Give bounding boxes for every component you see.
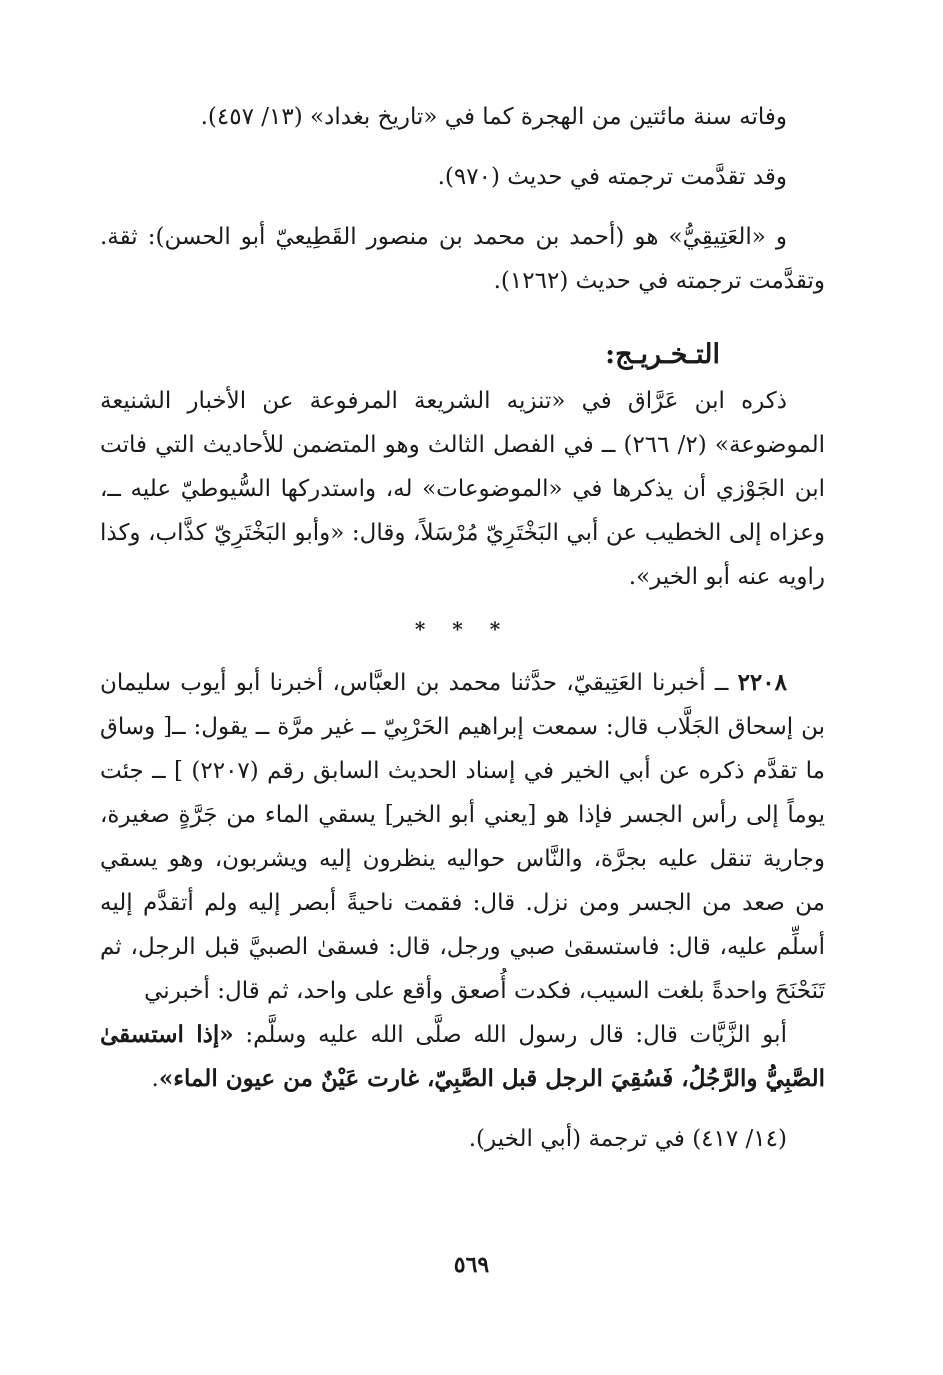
paragraph-hadith — [100, 661, 825, 1013]
section-title-takhrij: التـخـريـج: — [605, 339, 720, 370]
paragraph-takhrij: ذكره ابن عَرَّاق في «تنزيه الشريعة المرفوعة عن الأخبار الشنيعة الموضوعة» (٢/ ٢٦٦) ــ في الفصل الثالث وهو المتضمن للأحاديث التي فاتت ابن الجَوْزي أن يذكرها في «الموضوعات» له، واستدركها السُّيوطيّ عليه ــ، وعزاه إلى الخطيب عن أبي البَخْتَرِيّ مُرْسَلاً، وقال: «وأبو البَخْتَرِيّ كذَّاب، وكذا راويه عنه أبو الخير». — [100, 388, 826, 590]
hadith-intro: ــ أخبرنا العَتِيقيّ، حدَّثنا محمد بن العبَّاس، أخبرنا أبو أيوب سليمان بن إسحاق الجَلَّاب قال: سمعت إبراهيم الحَرْبِيّ ــ غير مرَّة ــ يقول: ــ[ وساق ما تقدَّم ذكره عن أبي الخير في إسناد الحديث السابق رقم (٢٢٠٧) ] ــ جئت يوماً إلى رأس الجسر فإذا هو [يعني أبو الخير] يسقي الماء من جَرَّةٍ صغيرة، وجارية تنقل عليه بجرَّة، والنَّاس حواليه ينظرون إليه ويشربون، وهو يسقي من صعد من الجسر ومن نزل. قال: فقمت ناحيةً أبصر إليه ولم أتقدَّم إليه أسلِّم عليه، قال: فاستسقىٰ صبي ورجل، قال: فسقىٰ الصبيَّ قبل الرجل، ثم تَنَحْنَحَ واحدةً بلغت السيب، فكدت أُصعق وأقع على واحد، ثم قال: أخبرني — [100, 670, 825, 1004]
hadith-quote: «إذا استسقىٰ الصَّبِيُّ والرَّجُلُ، فَسُقِيَ الرجل قبل الصَّبِيّ، غارت عَيْنٌ من عيون الماء» — [100, 1021, 825, 1092]
paragraph-death-date: وفاته سنة مائتين من الهجرة كما في «تاريخ بغداد» (١٣/ ٤٥٧). — [200, 104, 787, 130]
paragraph-reference: (١٤/ ٤١٧) في ترجمة (أبي الخير). — [468, 1126, 787, 1152]
hadith-second-lead: أبو الزَّيَّات قال: قال رسول الله صلَّى الله عليه وسلَّم: — [233, 1022, 787, 1048]
hadith-number: ٢٢٠٨ — [737, 669, 787, 696]
paragraph-atiqi-note: و «العَتِيقِيُّ» هو (أحمد بن محمد بن منصور القَطِيعيّ أبو الحسن): ثقة. وتقدَّمت ترجمته في حديث (١٢٦٢). — [100, 224, 825, 294]
paragraph-hadith-quote — [100, 1013, 825, 1101]
hadith-quote-end: . — [151, 1066, 159, 1092]
page-body — [100, 95, 825, 1161]
page-number: ٥٦٩ — [453, 1252, 490, 1278]
section-separator: * * * — [414, 617, 511, 641]
paragraph-prior-biography: وقد تقدَّمت ترجمته في حديث (٩٧٠). — [437, 164, 787, 190]
